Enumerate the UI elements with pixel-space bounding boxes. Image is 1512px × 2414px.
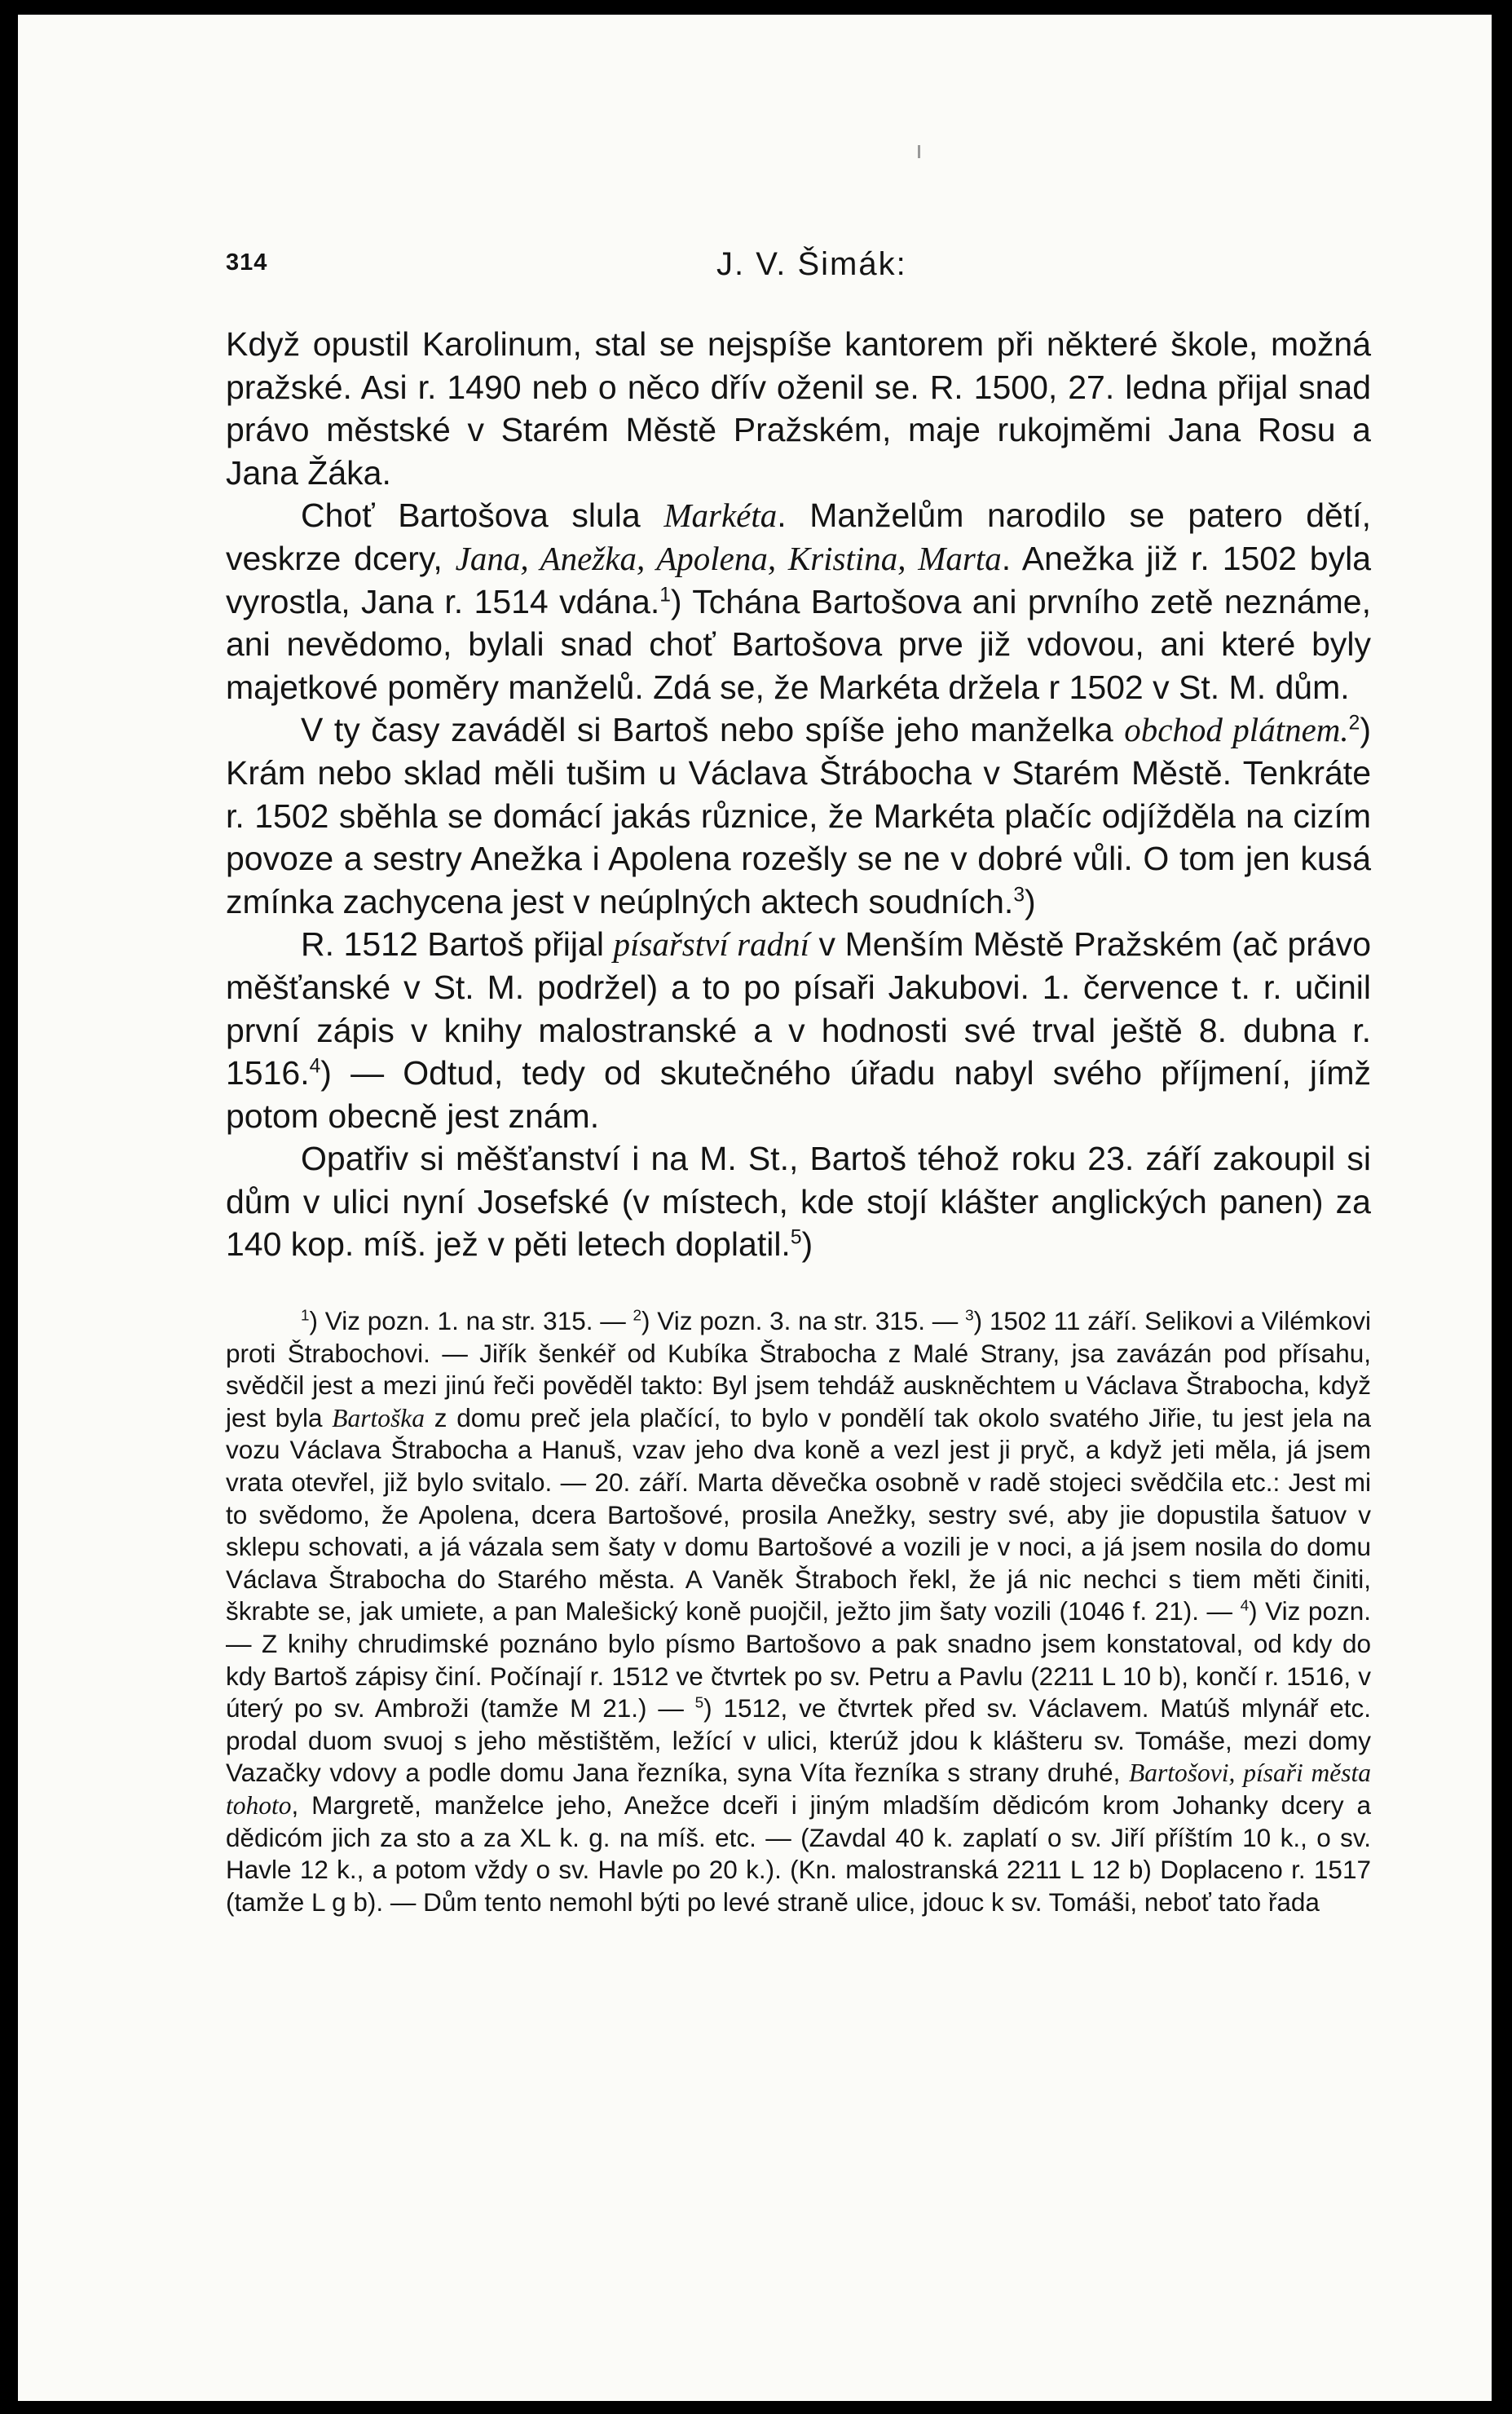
italic-text: Bartošovi, písaři města tohoto: [226, 1759, 1371, 1820]
running-head: J. V. Šimák:: [716, 246, 907, 282]
footnote-marker: 5: [790, 1226, 802, 1249]
text-run: v Menším Městě Pražském (ač právo měšťanské v St. M. podržel) a to po písaři Jakubovi. 1. července t. r. učinil první zápis v knihy malostranské a v hodnosti své trval ještě 8. dubna r. 1516.: [226, 925, 1371, 1092]
text-run: z domu preč jela plačící, to bylo v pondělí tak okolo svatého Jiřie, tu jest jela na vozu Václava Štrabocha a Hanuš, vzav jeho dva koně a vezl jest ji pryč, a když jeti měla, já jsem vrata otevřel, již bylo svitalo. — 20. září. Marta děvečka osobně v radě stojeci svědčila etc.: Jest mi to svědomo, že Apolena, dcera Bartošové, prosila Anežky, sestry své, aby jie dopustila šatuov v sklepu schovati, a já vázala sem šaty v domu Bartošové a vozili je v noci, a já jsem nosila do domu Václava Štrabocha do Starého města. A Vaněk Štraboch řekl, že já nic nechci s tiem měti činiti, škrabte se, jak umiete, a pan Malešický koně puojčil, ježto jim šaty vozili (1046 f. 21). —: [226, 1402, 1371, 1626]
text-run: , Margretě, manželce jeho, Anežce dceři i jiným mladším dědicóm krom Johanky dcery a dědicóm jich za sto a za XL k. g. na míš. etc. — (Zavdal 40 k. zaplatí o sv. Jiří příštím 10 k., o sv. Havle 12 k., a potom vždy o sv. Havle po 20 k.). (Kn. malostranská 2211 L 12 b) Doplaceno r. 1517 (tamže L g b). — Dům tento nemohl býti po levé straně ulice, jdouc k sv. Tomáši, neboť tato řada: [226, 1790, 1371, 1917]
paragraph: [226, 708, 1371, 923]
text-run: ) Viz pozn. — Z knihy chrudimské poznáno bylo písmo Bartošovo a pak snadno jsem konstatoval, od kdy do kdy Bartoš zápisy činí. Počínají r. 1512 ve čtvrtek po sv. Petru a Pavlu (2211 L 10 b), končí r. 1516, v úterý po sv. Ambroži (tamže M 21.) —: [226, 1596, 1371, 1723]
footnote-marker: 1: [659, 583, 671, 606]
paragraph: [226, 1137, 1371, 1266]
scanned-page: [18, 15, 1492, 2401]
text-run: ) Viz pozn. 3. na str. 315. —: [641, 1306, 966, 1336]
text-run: V ty časy zaváděl si Bartoš nebo spíše jeho manželka: [301, 711, 1125, 749]
paragraph: [226, 923, 1371, 1137]
text-run: ) Viz pozn. 1. na str. 315. —: [309, 1306, 633, 1336]
main-text: [226, 323, 1371, 1266]
footnote-marker: 4: [309, 1055, 321, 1078]
italic-text: Markéta: [663, 496, 778, 535]
footnote-marker: 3: [1013, 884, 1025, 907]
scan-speck: [918, 145, 920, 158]
italic-text: obchod plátnem.: [1124, 711, 1349, 749]
footnotes: [226, 1305, 1371, 1918]
footnote-marker: 3: [965, 1307, 974, 1325]
footnote-marker: 1: [301, 1307, 310, 1325]
italic-text: písařství radní: [613, 925, 809, 964]
page-body: [226, 323, 1371, 1918]
page-header: [226, 246, 1371, 298]
text-run: ): [801, 1225, 813, 1264]
footnote-paragraph: [226, 1305, 1371, 1918]
text-run: Choť Bartošova slula: [301, 496, 664, 535]
text-run: ) Krám nebo sklad měli tušim u Václava Štrábocha v Starém Městě. Tenkráte r. 1502 sběhla se domácí jakás různice, že Markéta plačíc odjížděla na cizím povoze a sestry Anežka i Apolena rozešly se ne v dobré vůli. O tom jen kusá zmínka zachycena jest v neúplných aktech soudních.: [226, 711, 1371, 920]
text-run: ) Tchána Bartošova ani prvního zetě neznáme, ani nevědomo, bylali snad choť Bartošova prve již vdovou, ani které byly majetkové poměry manželů. Zdá se, že Markéta držela r 1502 v St. M. dům.: [226, 582, 1371, 706]
footnote-marker: 5: [694, 1694, 704, 1712]
text-run: ): [1025, 882, 1036, 920]
footnote-marker: 2: [633, 1307, 642, 1325]
footnote-marker: 4: [1240, 1597, 1250, 1615]
italic-text: Jana, Anežka, Apolena, Kristina, Marta: [455, 539, 1002, 577]
italic-text: Bartoška: [332, 1403, 425, 1432]
text-run: R. 1512 Bartoš přijal: [301, 925, 614, 964]
text-run: ) 1502 11 září. Selikovi a Vilémkovi proti Štrabochovi. — Jiřík šenkéř od Kubíka Štrabocha z Malé Strany, jsa zavázán pod přísahu, svědčil jest a mezi jinú řeči pověděl takto: Byl jsem tehdáž auskněchtem u Václava Štrabocha, když jest byla: [226, 1306, 1371, 1432]
footnote-marker: 2: [1348, 712, 1360, 735]
text-run: . Anežka již r. 1502 byla vyrostla, Jana r. 1514 vdána.: [226, 539, 1371, 620]
paragraph: [226, 494, 1371, 708]
text-run: Opatřiv si měšťanství i na M. St., Bartoš téhož roku 23. září zakoupil si dům v ulici nyní Josefské (v místech, kde stojí klášter anglických panen) za 140 kop. míš. jež v pěti letech doplatil.: [226, 1140, 1371, 1264]
text-run: Když opustil Karolinum, stal se nejspíše kantorem při některé škole, možná pražské. Asi r. 1490 neb o něco dřív oženil se. R. 1500, 27. ledna přijal snad právo městské v Starém Městě Pražském, maje rukojměmi Jana Rosu a Jana Žáka.: [226, 325, 1371, 492]
text-run: ) 1512, ve čtvrtek před sv. Václavem. Matúš mlynář etc. prodal duom svuoj s jeho městištěm, ležící v ulici, kterúž jdou k klášteru sv. Tomáše, mezi domy Vazačky vdovy a podle domu Jana řezníka, syna Víta řezníka s strany druhé,: [226, 1693, 1371, 1788]
text-run: ) — Odtud, tedy od skutečného úřadu nabyl svého příjmení, jímž potom obecně jest znám.: [226, 1054, 1371, 1135]
paragraph: [226, 323, 1371, 494]
page-number: 314: [226, 249, 268, 276]
text-run: . Manželům narodilo se patero dětí, veskrze dcery,: [226, 496, 1372, 577]
